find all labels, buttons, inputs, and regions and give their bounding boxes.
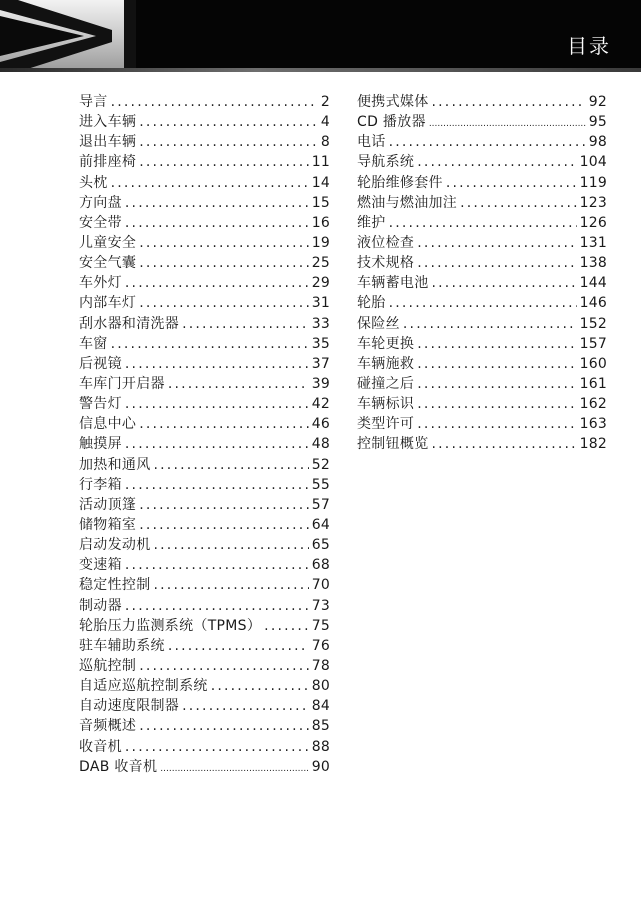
toc-leader-dots	[160, 759, 309, 779]
toc-entry-page: 2	[320, 94, 330, 110]
toc-leader-dots	[139, 495, 309, 515]
toc-entry[interactable]	[79, 575, 330, 595]
toc-leader-dots	[125, 555, 309, 575]
chevron-arrow-icon	[0, 0, 136, 72]
toc-leader-dots	[389, 213, 577, 233]
toc-leader-dots	[389, 293, 577, 313]
toc-leader-dots	[139, 132, 318, 152]
toc-entry-page: 88	[311, 738, 330, 755]
toc-entry[interactable]	[79, 273, 330, 293]
toc-entry-title: 巡航控制	[79, 657, 137, 674]
toc-entry-page: 138	[579, 255, 607, 272]
toc-entry-page: 98	[588, 134, 607, 151]
toc-entry-title: 头枕	[79, 174, 108, 191]
toc-entry-title: 自适应巡航控制系统	[79, 678, 208, 695]
page-title: 目录	[567, 34, 611, 58]
toc-entry-title: 液位检查	[357, 234, 415, 251]
toc-entry[interactable]	[79, 716, 330, 736]
header-divider	[0, 68, 641, 72]
toc-leader-dots	[111, 334, 309, 354]
toc-leader-dots	[154, 455, 309, 475]
toc-entry-page: 8	[320, 134, 330, 151]
toc-entry-title: 制动器	[79, 597, 122, 614]
toc-entry[interactable]	[79, 696, 330, 716]
toc-entry-title: 控制钮概览	[357, 436, 429, 453]
toc-leader-dots	[139, 233, 309, 253]
toc-entry[interactable]	[357, 374, 607, 394]
toc-entry[interactable]	[79, 334, 330, 354]
toc-leader-dots	[139, 716, 309, 736]
toc-leader-dots	[139, 112, 318, 132]
toc-entry[interactable]	[357, 92, 607, 112]
toc-leader-dots	[111, 173, 309, 193]
toc-entry-page: 39	[311, 375, 330, 392]
toc-entry-page: 95	[588, 114, 607, 131]
toc-leader-dots	[417, 233, 576, 253]
toc-entry-page: 16	[311, 214, 330, 231]
toc-entry-page: 11	[311, 154, 330, 171]
toc-entry-page: 25	[311, 255, 330, 272]
toc-entry[interactable]	[79, 152, 330, 172]
toc-entry[interactable]	[357, 314, 607, 334]
toc-leader-dots	[125, 475, 309, 495]
toc-leader-dots	[111, 92, 318, 112]
toc-entry-page: 163	[579, 416, 607, 433]
toc-entry-page: 4	[320, 114, 330, 131]
toc-entry-page: 42	[311, 396, 330, 413]
toc-entry[interactable]	[357, 293, 607, 313]
toc-leader-dots	[417, 394, 576, 414]
toc-entry[interactable]	[79, 434, 330, 454]
toc-entry-page: 73	[311, 597, 330, 614]
toc-entry[interactable]	[79, 757, 330, 777]
toc-entry-page: 70	[311, 577, 330, 594]
toc-leader-dots	[139, 515, 309, 535]
toc-entry-title: 变速箱	[79, 557, 122, 574]
toc-entry-title: 安全气囊	[79, 255, 137, 272]
toc-leader-dots	[125, 213, 309, 233]
toc-entry-title: 刮水器和清洗器	[79, 315, 180, 332]
toc-entry-page: 123	[579, 194, 607, 211]
toc-left-column	[79, 92, 330, 777]
toc-entry[interactable]	[79, 213, 330, 233]
toc-entry-page: 80	[311, 678, 330, 695]
toc-leader-dots	[125, 394, 309, 414]
toc-leader-dots	[417, 414, 576, 434]
toc-entry-page: 92	[588, 94, 607, 110]
page-header	[0, 0, 641, 72]
toc-leader-dots	[125, 193, 309, 213]
toc-entry-page: 14	[311, 174, 330, 191]
toc-leader-dots	[168, 374, 309, 394]
toc-entry-page: 104	[579, 154, 607, 171]
toc-entry[interactable]	[357, 132, 607, 152]
toc-entry[interactable]	[357, 414, 607, 434]
toc-leader-dots	[125, 273, 309, 293]
toc-entry[interactable]	[79, 414, 330, 434]
toc-entry-page: 19	[311, 234, 330, 251]
toc-entry-page: 84	[311, 698, 330, 715]
toc-entry-title: 安全带	[79, 214, 122, 231]
toc-entry[interactable]	[79, 354, 330, 374]
toc-entry-page: 35	[311, 335, 330, 352]
toc-entry-title: 车外灯	[79, 275, 122, 292]
toc-entry-title: 方向盘	[79, 194, 122, 211]
toc-entry[interactable]	[79, 495, 330, 515]
toc-entry-page: 33	[311, 315, 330, 332]
toc-entry-title: 维护	[357, 214, 386, 231]
toc-leader-dots	[446, 173, 577, 193]
toc-entry[interactable]	[79, 92, 330, 112]
toc-entry-title: 驻车辅助系统	[79, 637, 165, 654]
toc-entry-page: 57	[311, 496, 330, 513]
toc-entry-title: 音频概述	[79, 718, 137, 735]
toc-entry[interactable]	[357, 354, 607, 374]
toc-entry[interactable]	[357, 213, 607, 233]
toc-entry-page: 182	[579, 436, 607, 453]
toc-entry-title: 便携式媒体	[357, 94, 429, 110]
toc-leader-dots	[168, 636, 309, 656]
toc-entry-page: 37	[311, 355, 330, 372]
toc-entry-page: 85	[311, 718, 330, 735]
toc-leader-dots	[139, 293, 309, 313]
toc-entry-title: 车库门开启器	[79, 375, 165, 392]
toc-entry-title: 轮胎	[357, 295, 386, 312]
toc-entry-title: 儿童安全	[79, 234, 137, 251]
toc-entry-page: 162	[579, 396, 607, 413]
toc-entry[interactable]	[79, 676, 330, 696]
toc-entry-page: 15	[311, 194, 330, 211]
toc-entry[interactable]	[79, 737, 330, 757]
toc-leader-dots	[211, 676, 309, 696]
toc-leader-dots	[432, 92, 586, 112]
toc-entry[interactable]	[79, 253, 330, 273]
toc-entry-title: 稳定性控制	[79, 577, 151, 594]
toc-entry-page: 55	[311, 476, 330, 493]
toc-entry-page: 78	[311, 657, 330, 674]
toc-entry[interactable]	[79, 555, 330, 575]
toc-entry[interactable]	[357, 434, 607, 454]
toc-entry-title: 导言	[79, 94, 108, 110]
toc-entry[interactable]	[79, 394, 330, 414]
toc-entry-page: 131	[579, 234, 607, 251]
toc-entry[interactable]	[79, 193, 330, 213]
toc-entry-title: 电话	[357, 134, 386, 151]
toc-entry-page: 48	[311, 436, 330, 453]
toc-entry[interactable]	[79, 475, 330, 495]
toc-entry-title: 加热和通风	[79, 456, 151, 473]
toc-entry-title: 保险丝	[357, 315, 400, 332]
toc-entry-title: 车轮更换	[357, 335, 415, 352]
toc-entry-page: 90	[311, 758, 330, 775]
toc-leader-dots	[389, 132, 586, 152]
toc-entry-title: 车辆施救	[357, 355, 415, 372]
toc-entry-title: 类型许可	[357, 416, 415, 433]
toc-leader-dots	[417, 152, 576, 172]
toc-entry-title: 退出车辆	[79, 134, 137, 151]
toc-entry-title: 活动顶篷	[79, 496, 137, 513]
toc-entry-page: 52	[311, 456, 330, 473]
toc-entry-title: 碰撞之后	[357, 375, 415, 392]
toc-entry[interactable]	[357, 112, 607, 132]
toc-leader-dots	[417, 374, 576, 394]
toc-entry[interactable]	[79, 233, 330, 253]
toc-entry-title: 车辆蓄电池	[357, 275, 429, 292]
toc-entry-page: 160	[579, 355, 607, 372]
toc-entry[interactable]	[357, 193, 607, 213]
toc-leader-dots	[182, 696, 309, 716]
toc-entry[interactable]	[357, 152, 607, 172]
toc-entry[interactable]	[357, 233, 607, 253]
toc-entry-title: 后视镜	[79, 355, 122, 372]
toc-entry-page: 76	[311, 637, 330, 654]
toc-entry[interactable]	[79, 515, 330, 535]
toc-leader-dots	[417, 253, 576, 273]
toc-entry-title: 内部车灯	[79, 295, 137, 312]
toc-leader-dots	[417, 334, 576, 354]
toc-leader-dots	[139, 414, 309, 434]
toc-entry[interactable]	[357, 253, 607, 273]
toc-leader-dots	[429, 114, 586, 134]
toc-entry-page: 152	[579, 315, 607, 332]
toc-leader-dots	[432, 273, 577, 293]
toc-entry-title: 信息中心	[79, 416, 137, 433]
toc-entry[interactable]	[79, 535, 330, 555]
toc-entry[interactable]	[79, 112, 330, 132]
toc-leader-dots	[460, 193, 577, 213]
toc-entry[interactable]	[79, 596, 330, 616]
toc-entry-page: 157	[579, 335, 607, 352]
toc-leader-dots	[139, 253, 309, 273]
toc-entry-page: 161	[579, 375, 607, 392]
toc-entry[interactable]	[357, 394, 607, 414]
toc-entry-title: 储物箱室	[79, 516, 137, 533]
toc-entry-title: DAB 收音机	[79, 758, 158, 775]
toc-entry-page: 31	[311, 295, 330, 312]
toc-leader-dots	[154, 575, 309, 595]
toc-leader-dots	[139, 656, 309, 676]
toc-leader-dots	[264, 616, 309, 636]
toc-entry-page: 46	[311, 416, 330, 433]
toc-entry[interactable]	[79, 636, 330, 656]
toc-entry-page: 119	[579, 174, 607, 191]
toc-leader-dots	[125, 596, 309, 616]
toc-entry-page: 75	[311, 617, 330, 634]
toc-leader-dots	[139, 152, 309, 172]
toc-entry-title: 触摸屏	[79, 436, 122, 453]
toc-entry[interactable]	[357, 273, 607, 293]
toc-entry-page: 126	[579, 214, 607, 231]
toc-entry-page: 29	[311, 275, 330, 292]
toc-entry[interactable]	[79, 656, 330, 676]
toc-entry-page: 146	[579, 295, 607, 312]
toc-entry[interactable]	[79, 293, 330, 313]
toc-entry-title: 轮胎压力监测系统（TPMS）	[79, 617, 262, 634]
toc-entry-title: 启动发动机	[79, 537, 151, 554]
toc-entry[interactable]	[357, 334, 607, 354]
toc-leader-dots	[154, 535, 309, 555]
toc-entry-title: 车窗	[79, 335, 108, 352]
toc-entry[interactable]	[79, 616, 330, 636]
toc-entry-title: 技术规格	[357, 255, 415, 272]
toc-entry-title: 警告灯	[79, 396, 122, 413]
toc-leader-dots	[417, 354, 576, 374]
toc-entry-title: CD 播放器	[357, 114, 426, 131]
toc-entry[interactable]	[79, 314, 330, 334]
toc-leader-dots	[403, 314, 577, 334]
toc-entry[interactable]	[79, 455, 330, 475]
toc-entry-page: 68	[311, 557, 330, 574]
toc-entry-page: 144	[579, 275, 607, 292]
toc-entry-title: 导航系统	[357, 154, 415, 171]
toc-leader-dots	[125, 737, 309, 757]
toc-leader-dots	[125, 434, 309, 454]
toc-entry-title: 收音机	[79, 738, 122, 755]
toc-entry[interactable]	[79, 374, 330, 394]
toc-leader-dots	[125, 354, 309, 374]
toc-entry-title: 进入车辆	[79, 114, 137, 131]
toc-entry[interactable]	[79, 132, 330, 152]
toc-entry-title: 行李箱	[79, 476, 122, 493]
toc-right-column	[357, 92, 607, 455]
toc-entry-title: 前排座椅	[79, 154, 137, 171]
toc-entry[interactable]	[79, 173, 330, 193]
toc-entry[interactable]	[357, 173, 607, 193]
toc-leader-dots	[432, 434, 577, 454]
toc-entry-title: 轮胎维修套件	[357, 174, 443, 191]
toc-entry-page: 65	[311, 537, 330, 554]
toc-entry-title: 车辆标识	[357, 396, 415, 413]
toc-entry-title: 自动速度限制器	[79, 698, 180, 715]
toc-entry-page: 64	[311, 516, 330, 533]
toc-leader-dots	[182, 314, 309, 334]
toc-entry-title: 燃油与燃油加注	[357, 194, 458, 211]
